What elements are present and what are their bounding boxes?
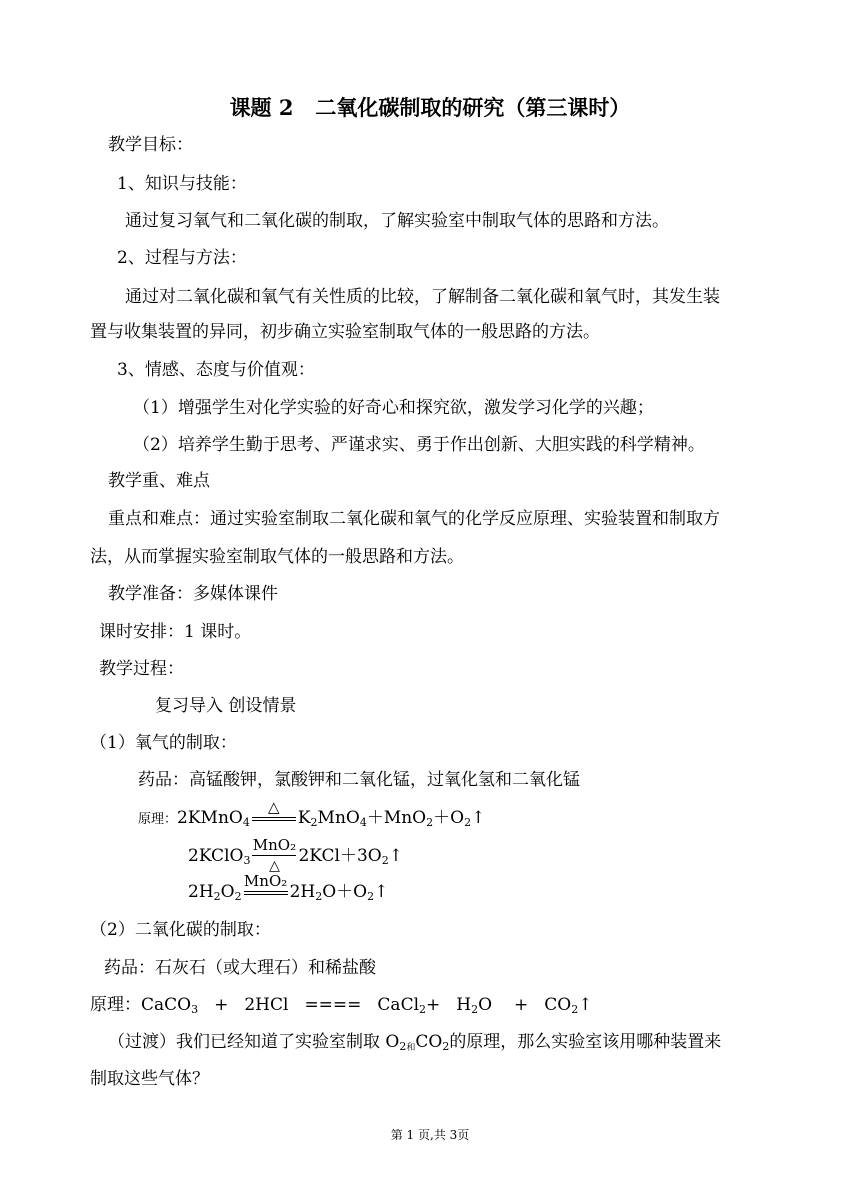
schedule: 课时安排：1 课时。 <box>99 622 252 642</box>
goal2-heading: 2、过程与方法： <box>117 248 247 268</box>
equation-kmno4: 原理：2KMnO$_4$ △ $K_2MnO_4+MnO_2+O_2↑$ <box>138 806 485 832</box>
page-title: 课题 2 二氧化碳制取的研究（第三课时） <box>229 95 631 120</box>
catalyst-label: MnO₂ <box>252 836 297 854</box>
goal2-text-line1: 通过对二氧化碳和氧气有关性质的比较，了解制备二氧化碳和氧气时，其发生装 <box>125 287 720 307</box>
oxygen-heading: （1）氧气的制取： <box>90 733 237 753</box>
goal3-item2: （2）培养学生勤于思考、严谨求实、勇于作出创新、大胆实践的科学精神。 <box>133 435 705 455</box>
gas-arrow: ↑ <box>374 882 389 902</box>
co2-drugs: 药品：石灰石（或大理石）和稀盐酸 <box>104 958 376 978</box>
reaction-condition <box>250 798 298 830</box>
goal3-item1: （1）增强学生对化学实验的好奇心和探究欲，激发学习化学的兴趣； <box>133 398 654 418</box>
equation-kclo3: 2KClO$_3$ MnO₂ △ $2KCl+3O_2↑$ <box>188 844 403 868</box>
gas-arrow: ↑ <box>471 808 486 828</box>
goal1-heading: 1、知识与技能： <box>117 174 247 194</box>
equation-h2o2: $2H_2O_2$ MnO₂ $2H_2O+O_2↑$ <box>188 880 388 904</box>
oxygen-drugs: 药品：高锰酸钾，氯酸钾和二氧化锰，过氧化氢和二氧化锰 <box>138 770 580 790</box>
reaction-condition <box>242 872 290 904</box>
co2-heading: （2）二氧化碳的制取： <box>90 920 271 940</box>
goal1-text: 通过复习氧气和二氧化碳的制取，了解实验室中制取气体的思路和方法。 <box>125 211 669 231</box>
equation-caco3: 原理：CaCO$_3$ + 2HCl ==== CaCl$_2$+ $H_2O$ + $CO_2↑$ <box>90 995 593 1016</box>
goal2-text-line2: 置与收集装置的异同，初步确立实验室制取气体的一般思路的方法。 <box>90 322 600 342</box>
goal3-heading: 3、情感、态度与价值观： <box>117 360 315 380</box>
principle-label: 原理： <box>138 812 178 827</box>
preparation: 教学准备：多媒体课件 <box>108 584 278 604</box>
gas-arrow: ↑ <box>388 846 403 866</box>
heat-symbol: △ <box>268 798 280 816</box>
page-footer: 第 1 页,共 3页 <box>390 1128 470 1142</box>
heat-symbol: △ <box>269 858 280 874</box>
reaction-condition <box>250 836 298 874</box>
transition-line2: 制取这些气体？ <box>90 1069 209 1089</box>
key-points-line1: 重点和难点：通过实验室制取二氧化碳和氧气的化学反应原理、实验装置和制取方 <box>108 509 720 529</box>
catalyst-label: MnO₂ <box>243 872 288 890</box>
key-points-heading: 教学重、难点 <box>108 471 210 491</box>
key-points-line2: 法，从而掌握实验室制取气体的一般思路和方法。 <box>90 547 464 567</box>
intro: 复习导入 创设情景 <box>155 696 297 716</box>
transition-line1: （过渡）我们已经知道了实验室制取 $O_{2和}CO_2$的原理，那么实验室该用哪种装置来 <box>108 1032 722 1053</box>
process-heading: 教学过程： <box>99 659 184 679</box>
gas-arrow: ↑ <box>578 995 593 1015</box>
teaching-goals-heading: 教学目标： <box>108 135 193 155</box>
co2-principle-label: 原理： <box>90 995 141 1015</box>
